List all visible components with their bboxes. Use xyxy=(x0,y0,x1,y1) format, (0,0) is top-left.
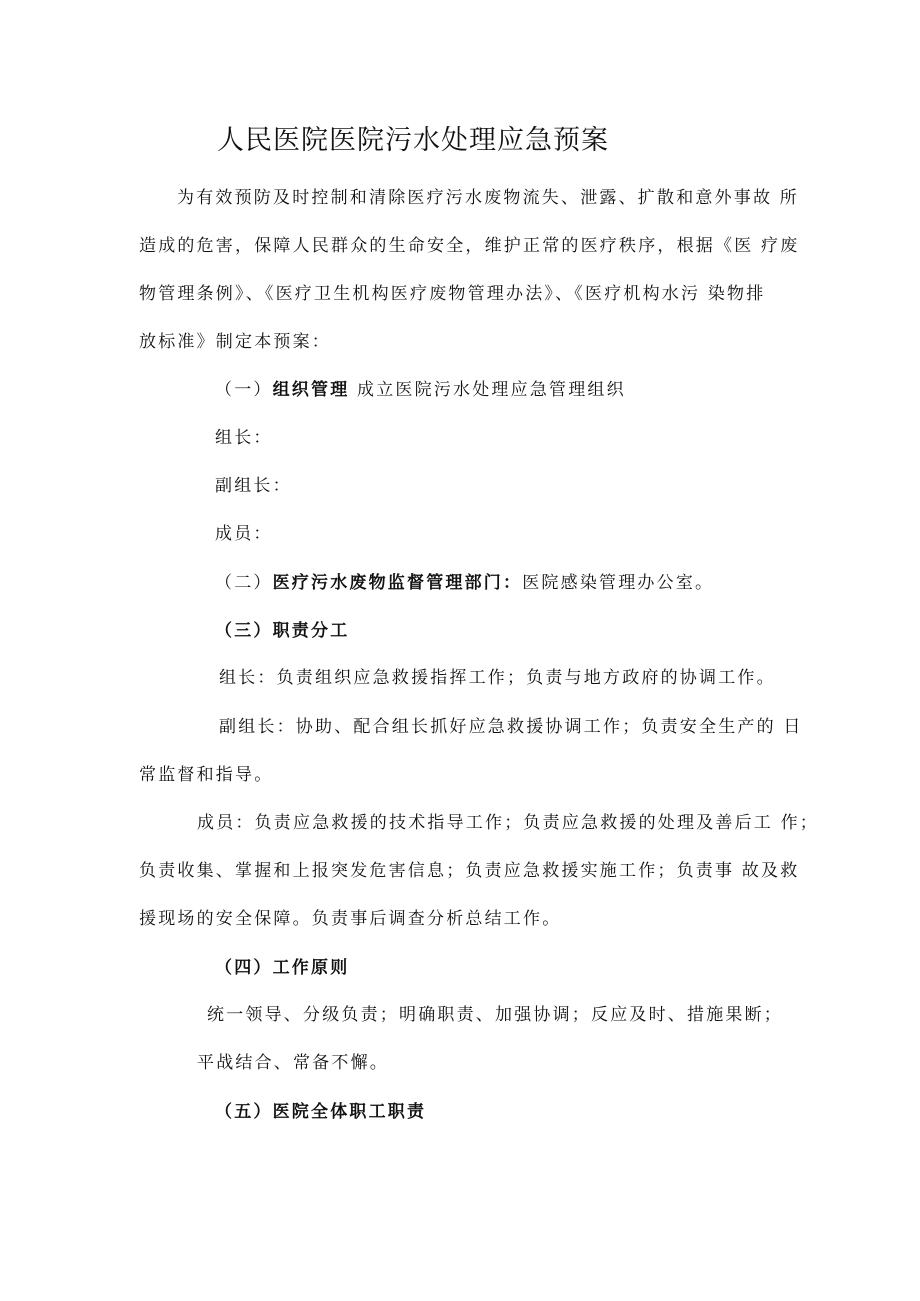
section-3-heading: （三）职责分工 xyxy=(215,621,350,641)
section-4-heading: （四）工作原则 xyxy=(215,958,350,978)
section-1-prefix: （一） xyxy=(215,380,273,400)
intro-line-4: 放标准》制定本预案： xyxy=(139,332,331,352)
section-4-line-1: 统一领导、分级负责；明确职责、加强协调；反应及时、措施果断； xyxy=(207,1005,783,1025)
section-3-leader: 组长：负责组织应急救援指挥工作；负责与地方政府的协调工作。 xyxy=(219,668,776,688)
section-3-members-line-2: 负责收集、掌握和上报突发危害信息；负责应急救援实施工作；负责事 故及救 xyxy=(139,861,800,881)
intro-line-1: 为有效预防及时控制和清除医疗污水废物流失、泄露、扩散和意外事故 所 xyxy=(177,188,800,208)
section-1-heading: 组织管理 xyxy=(272,380,350,400)
section-2-line xyxy=(215,568,714,593)
document-title: 人民医院医院污水处理应急预案 xyxy=(217,125,609,156)
section-3-deputy-line-2: 常监督和指导。 xyxy=(139,765,274,785)
section-4-line-2: 平战结合、常备不懈。 xyxy=(197,1053,389,1073)
section-3-members-line-3: 援现场的安全保障。负责事后调查分析总结工作。 xyxy=(139,909,562,929)
section-2-heading: 医疗污水废物监督管理部门： xyxy=(272,573,523,593)
section-1-members: 成员： xyxy=(215,524,273,544)
section-1-deputy: 副组长： xyxy=(215,476,292,496)
section-1-heading-line xyxy=(215,375,626,400)
section-5-heading: （五）医院全体职工职责 xyxy=(215,1102,427,1122)
intro-line-3: 物管理条例》、《医疗卫生机构医疗废物管理办法》、《医疗机构水污 染物排 xyxy=(139,284,766,304)
section-2-text: 医院感染管理办公室。 xyxy=(522,573,715,593)
section-3-members-line-1: 成员：负责应急救援的技术指导工作；负责应急救援的处理及善后工 作； xyxy=(197,813,820,833)
intro-line-2: 造成的危害，保障人民群众的生命安全，维护正常的医疗秩序，根据《医 疗废 xyxy=(139,236,800,256)
section-2-prefix: （二） xyxy=(215,573,273,593)
section-1-leader: 组长： xyxy=(215,428,273,448)
section-3-deputy-line-1: 副组长：协助、配合组长抓好应急救援协调工作；负责安全生产的 日 xyxy=(219,717,803,737)
section-1-text: 成立医院污水处理应急管理组织 xyxy=(349,380,626,400)
